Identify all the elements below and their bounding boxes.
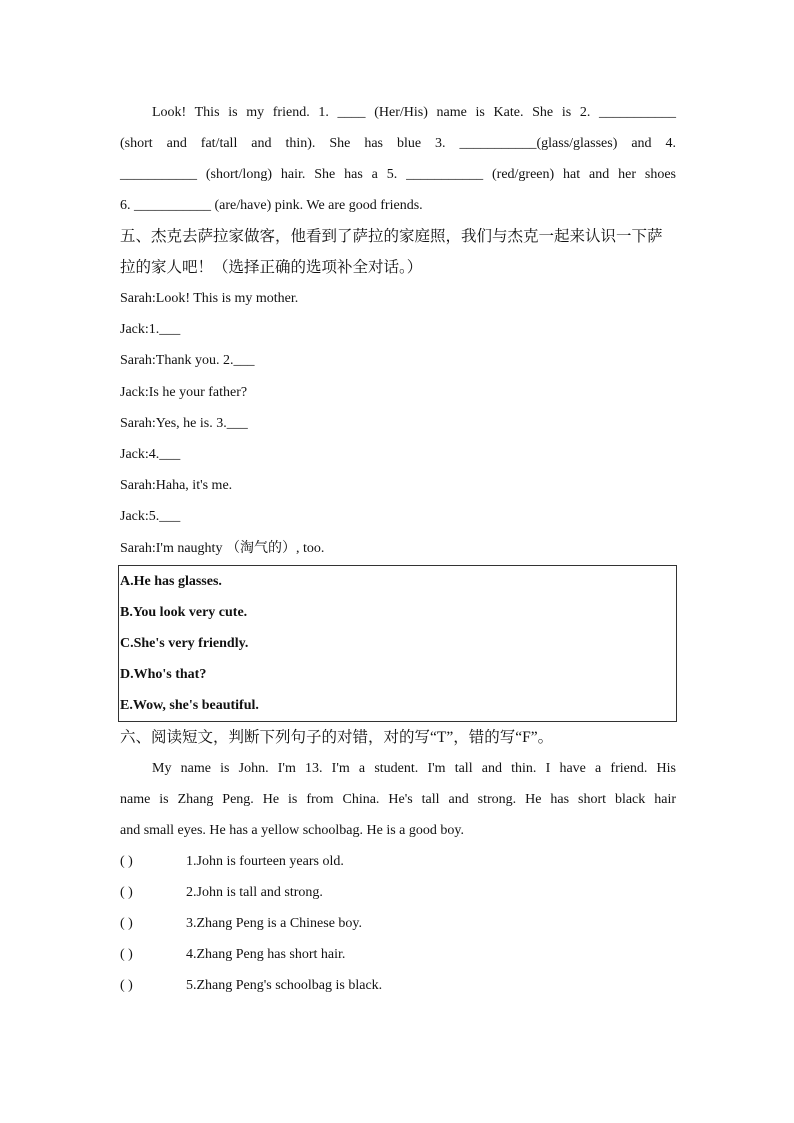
dialogue-line: Sarah:I'm naughty （淘气的）, too. <box>120 540 325 556</box>
answer-blank[interactable]: ( ) <box>120 853 133 869</box>
section-5-heading: 拉的家人吧！（选择正确的选项补全对话。） <box>120 259 423 276</box>
section-5 <box>120 221 676 722</box>
passage-2-line: and small eyes. He has a yellow schoolbag. He is a good boy. <box>120 822 464 838</box>
option-item: C.She's very friendly. <box>120 635 249 651</box>
true-false-item <box>120 877 676 908</box>
statement: 5.Zhang Peng's schoolbag is black. <box>186 977 383 993</box>
statement: 2.John is tall and strong. <box>186 884 323 900</box>
answer-blank[interactable]: ( ) <box>120 884 133 900</box>
statement: 4.Zhang Peng has short hair. <box>186 946 346 962</box>
worksheet-page <box>120 97 676 1001</box>
statement: 3.Zhang Peng is a Chinese boy. <box>186 915 363 931</box>
true-false-item <box>120 846 676 877</box>
answer-blank[interactable]: ( ) <box>120 977 133 993</box>
option-item: A.He has glasses. <box>120 573 222 589</box>
option-item: D.Who's that? <box>120 666 207 682</box>
passage-1-line: (short and fat/tall and thin). She has blue 3. ___________(glass/glasses) and 4. <box>120 136 676 151</box>
answer-blank[interactable]: ( ) <box>120 915 133 931</box>
dialogue <box>120 283 676 564</box>
answer-blank[interactable]: ( ) <box>120 946 133 962</box>
passage-1 <box>120 97 676 221</box>
passage-2-line: name is Zhang Peng. He is from China. He's tall and strong. He has short black hair <box>120 791 676 807</box>
dialogue-line: Sarah:Haha, it's me. <box>120 478 233 494</box>
section-6-heading: 六、阅读短文，判断下列句子的对错，对的写“T”，错的写“F”。 <box>120 728 554 746</box>
option-item: E.Wow, she's beautiful. <box>120 697 259 713</box>
true-false-item <box>120 908 676 939</box>
true-false-item <box>120 939 676 970</box>
passage-1-line: 6. ___________ (are/have) pink. We are good friends. <box>120 198 423 213</box>
statement: 1.John is fourteen years old. <box>186 853 344 869</box>
options-box <box>118 565 677 722</box>
dialogue-line: Sarah:Yes, he is. 3.___ <box>120 415 248 431</box>
dialogue-line: Jack:Is he your father? <box>120 384 248 400</box>
section-5-heading: 五、杰克去萨拉家做客，他看到了萨拉的家庭照，我们与杰克一起来认识一下萨 <box>120 228 663 245</box>
dialogue-line: Jack:4.___ <box>120 446 181 462</box>
passage-1-line: Look! This is my friend. 1. ____ (Her/His) name is Kate. She is 2. ___________ <box>152 105 676 120</box>
dialogue-line: Jack:5.___ <box>120 509 181 525</box>
option-item: B.You look very cute. <box>120 604 248 620</box>
section-6 <box>120 722 676 1001</box>
passage-1-line: ___________ (short/long) hair. She has a 5. ___________ (red/green) hat and her shoes <box>120 167 676 182</box>
dialogue-line: Sarah:Thank you. 2.___ <box>120 353 255 369</box>
true-false-item <box>120 970 676 1001</box>
passage-2-line: My name is John. I'm 13. I'm a student. I'm tall and thin. I have a friend. His <box>152 760 676 776</box>
dialogue-line: Jack:1.___ <box>120 322 181 338</box>
dialogue-line: Sarah:Look! This is my mother. <box>120 291 299 306</box>
